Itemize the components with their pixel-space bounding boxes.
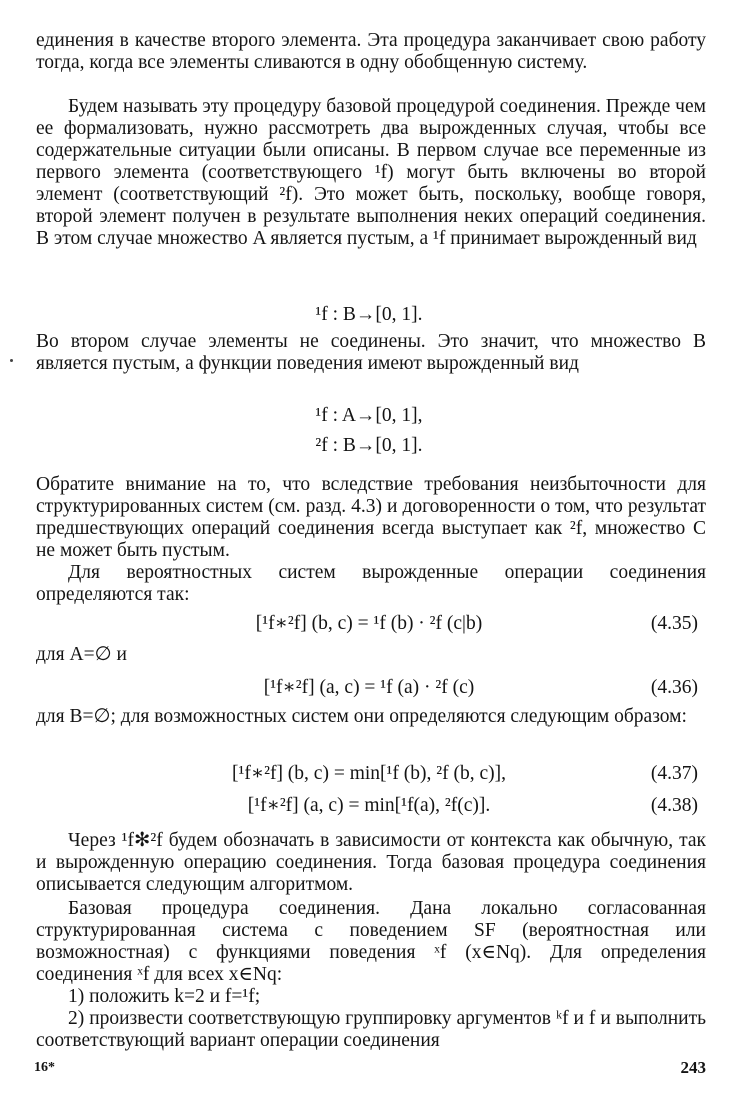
algorithm-step-1: 1) положить k=2 и f=¹f; <box>68 986 261 1007</box>
equation-4-35: [¹f∗²f] (b, c) = ¹f (b) · ²f (c|b) <box>255 613 483 634</box>
formula-f2: ¹f : A→[0, 1], <box>315 405 423 426</box>
paragraph-2: Будем называть эту процедуру базовой процедурой соединения. Прежде чем ее формализовать, нужно рассмотреть два вырожденных случая, чтобы все содержательные ситуации были описаны. В первом случае все переменные из первого элемента (соответствующего ¹f) могут быть включены во второй элемент (соответствующий ²f). Это может быть, поскольку, вообще говоря, второй элемент получен в результате выполнения неких операций соединения. В этом случае множество A является пустым, а ¹f принимает вырожденный вид <box>36 96 706 249</box>
formula-f1: ¹f : B→[0, 1]. <box>315 304 423 325</box>
paragraph-5: Для вероятностных систем вырожденные операции соединения определяются так: <box>36 562 706 605</box>
signature-mark: 16* <box>34 1060 55 1075</box>
equation-number-4-35: (4.35) <box>650 613 698 634</box>
margin-mark <box>10 359 13 362</box>
paragraph-8: Базовая процедура соединения. Дана локально согласованная структурированная система с поведением SF (вероятностная или возможностная) с функциями поведения ˣf (x∈Nq). Для определения соединения ˣf для всех x∈Nq: <box>36 898 706 985</box>
formula-f3: ²f : B→[0, 1]. <box>315 435 423 456</box>
equation-number-4-37: (4.37) <box>650 763 698 784</box>
paragraph-4: Обратите внимание на то, что вследствие требования неизбыточности для структурированных систем (см. разд. 4.3) и договоренности о том, что результат предшествующих операций соединения всегда выступает как ²f, множество C не может быть пустым. <box>36 474 706 561</box>
condition-b-empty: для B=∅; для возможностных систем они определяются следующим образом: <box>36 706 687 727</box>
equation-4-36: [¹f∗²f] (a, c) = ¹f (a) · ²f (c) <box>263 677 475 698</box>
paragraph-1: единения в качестве второго элемента. Эта процедура заканчивает свою работу тогда, когда все элементы сливаются в одну обобщенную систему. <box>36 30 706 73</box>
equation-number-4-36: (4.36) <box>650 677 698 698</box>
equation-number-4-38: (4.38) <box>650 795 698 816</box>
page-number: 243 <box>680 1058 706 1077</box>
paragraph-7: Через ¹f✻²f будем обозначать в зависимости от контекста как обычную, так и вырожденную операцию соединения. Тогда базовая процедура соединения описывается следующим алгоритмом. <box>36 830 706 895</box>
paragraph-3: Во втором случае элементы не соединены. Это значит, что множество B является пустым, а функции поведения имеют вырожденный вид <box>36 331 706 374</box>
equation-4-38: [¹f∗²f] (a, c) = min[¹f(a), ²f(c)]. <box>247 795 491 816</box>
algorithm-step-2: 2) произвести соответствующую группировку аргументов ᵏf и f и выполнить соответствующий вариант операции соединения <box>36 1008 706 1051</box>
condition-a-empty: для A=∅ и <box>36 644 127 665</box>
equation-4-37: [¹f∗²f] (b, c) = min[¹f (b), ²f (b, c)], <box>232 763 506 784</box>
